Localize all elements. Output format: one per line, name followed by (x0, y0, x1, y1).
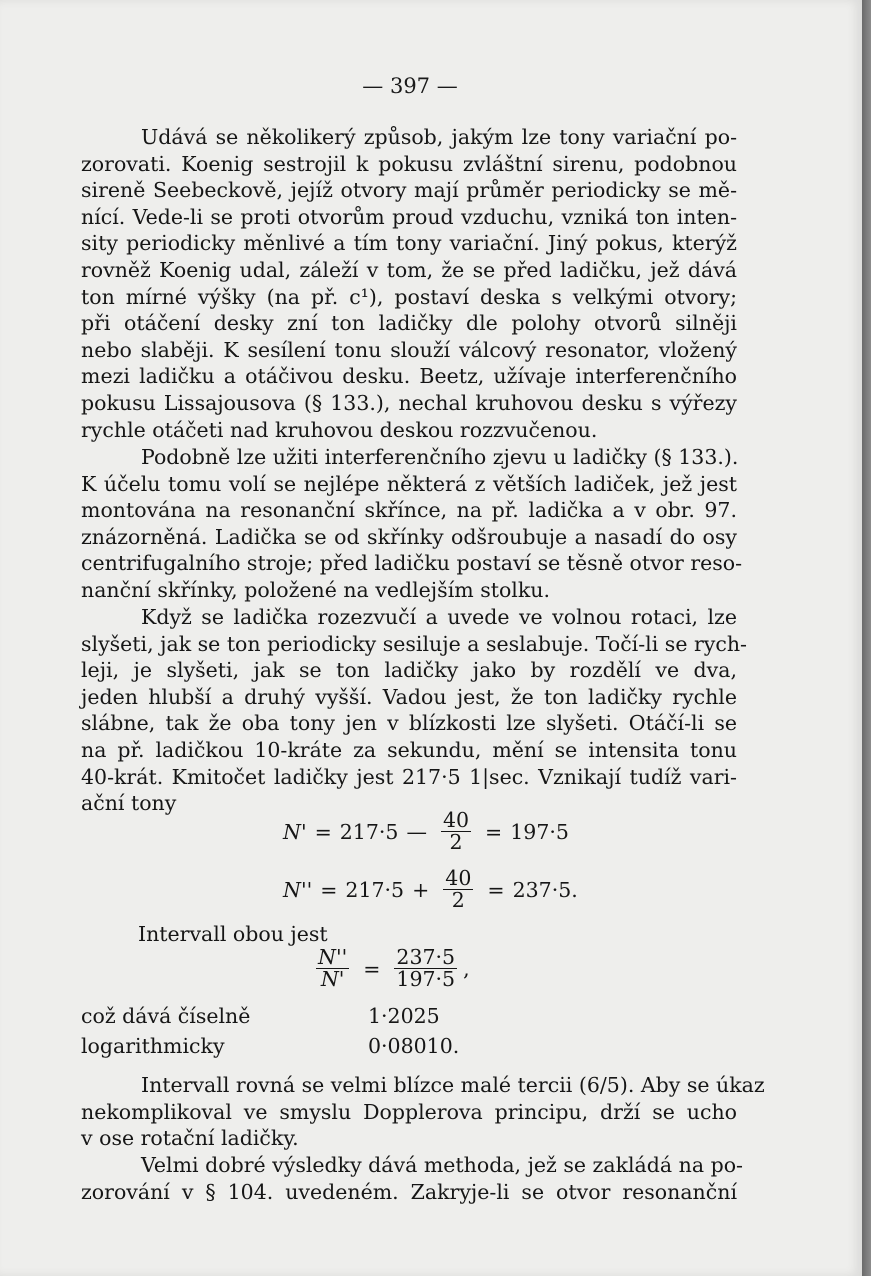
eq-comma: , (463, 956, 470, 981)
fraction-denominator: 2 (451, 888, 465, 912)
paragraph-5 (81, 1152, 743, 1205)
text-line: montována na resonanční skřínce, na př. ladička a v obr. 97. (81, 498, 737, 523)
text-line: Podobně lze užiti interferenčního zjevu u ladičky (§ 133.). (141, 445, 739, 469)
fraction-denominator: N' (320, 967, 345, 991)
text-line: leji, je slyšeti, jak se ton ladičky jako by rozdělí ve dva, (81, 658, 737, 683)
eq-equals: = (320, 877, 338, 902)
fraction-numerator: 40 (442, 808, 470, 832)
text-line: slábne, tak že oba tony jen v blízkosti lze slyšeti. Otáčí-li se (81, 711, 737, 736)
text-line: slyšeti, jak se ton periodicky sesiluje a seslabuje. Točí-li se rych- (81, 631, 747, 656)
text-line: Velmi dobré výsledky dává methoda, jež se zakládá na po- (141, 1153, 743, 1177)
text-line: při otáčení desky zní ton ladičky dle polohy otvorů silněji (81, 311, 737, 336)
text-line: centrifugalního stroje; před ladičku postaví se těsně otvor reso- (81, 551, 743, 576)
text-line: zorovati. Koenig sestrojil k pokusu zvláštní sirenu, podobnou (81, 151, 737, 176)
text-line: nekomplikoval ve smyslu Dopplerova principu, drží se ucho (81, 1099, 737, 1124)
text-line: ační tony (81, 791, 177, 816)
text-line: mezi ladičku a otáčivou desku. Beetz, užívaje interferenčního (81, 364, 737, 389)
eq-fraction (441, 810, 471, 853)
text-line: pokusu Lissajousova (§ 133.), nechal kruhovou desku s výřezy (81, 390, 737, 415)
interval-value-fraction (394, 947, 457, 990)
fraction-numerator: N'' (318, 945, 348, 969)
paragraph-1 (81, 124, 737, 443)
eq-operator: — (406, 819, 427, 844)
eq-result: 197·5 (510, 819, 569, 844)
equation-n-double-prime (283, 868, 578, 911)
fraction-numerator: 40 (445, 866, 472, 890)
text-line: Intervall rovná se velmi blízce malé tercii (6/5). Aby se úkaz (141, 1073, 765, 1097)
page-number: — 397 — (362, 74, 458, 98)
interval-label: Intervall obou jest (138, 922, 328, 946)
text-line: rovněž Koenig udal, záleží v tom, že se před ladičku, jež dává (81, 257, 737, 282)
text-line: K účelu tomu volí se nejlépe některá z větších ladiček, jež jest (81, 471, 737, 496)
log-value: 0·08010. (368, 1034, 460, 1058)
eq-term: 217·5 (345, 877, 405, 902)
text-line: Když se ladička rozezvučí a uvede ve volnou rotaci, lze (141, 605, 737, 629)
text-line: v ose rotační ladičky. (81, 1126, 299, 1151)
text-line: nebo slaběji. K sesílení tonu slouží válcový resonator, vložený (81, 337, 737, 362)
fraction-denominator: 2 (449, 830, 463, 854)
eq-fraction (443, 868, 473, 911)
eq-equals: = (485, 819, 503, 844)
text-line: zorování v § 104. uvedeném. Zakryje-li se otvor resonanční (81, 1179, 737, 1204)
text-line: sireně Seebeckově, jejíž otvory mají průměr periodicky se mě- (81, 178, 737, 203)
text-line: nící. Vede-li se proti otvorům proud vzduchu, vzniká ton inten- (81, 204, 737, 229)
numeric-value: 1·2025 (368, 1004, 440, 1028)
numeric-label: což dává číselně (81, 1004, 251, 1028)
eq-result: 237·5. (512, 877, 578, 902)
equation-n-prime (283, 810, 569, 853)
eq-equals: = (363, 956, 381, 981)
log-label: logarithmicky (81, 1034, 225, 1058)
eq-equals: = (487, 877, 505, 902)
text-line: na př. ladičkou 10-kráte za sekundu, mění se intensita tonu (81, 737, 737, 762)
fraction-denominator: 197·5 (396, 967, 456, 991)
eq-term: 217·5 (339, 819, 399, 844)
eq-operator: + (412, 877, 430, 902)
text-line: Udává se několikerý způsob, jakým lze tony variační po- (141, 125, 737, 149)
paragraph-3 (81, 604, 747, 817)
text-line: 40-krát. Kmitočet ladičky jest 217·5 1|sec. Vznikají tudíž vari- (81, 764, 737, 789)
text-line: ton mírné výšky (na př. c¹), postaví deska s velkými otvory; (81, 284, 737, 309)
eq-equals: = (314, 819, 332, 844)
page-edge-shadow (862, 0, 871, 1276)
paragraph-2 (81, 444, 743, 604)
text-line: jeden hlubší a druhý vyšší. Vadou jest, že ton ladičky rychle (81, 684, 737, 709)
text-line: znázorněná. Ladička se od skřínky odšroubuje a nasadí do osy (81, 524, 737, 549)
text-line: nanční skřínky, položené na vedlejším stolku. (81, 577, 550, 602)
eq-lhs: N'' (283, 877, 313, 902)
paragraph-4 (81, 1072, 765, 1152)
interval-ratio (316, 947, 349, 990)
fraction-numerator: 237·5 (396, 945, 456, 969)
eq-lhs: N' (283, 819, 307, 844)
interval-equation (310, 947, 470, 990)
text-line: sity periodicky měnlivé a tím tony variační. Jiný pokus, kterýž (81, 231, 737, 256)
text-line: rychle otáčeti nad kruhovou deskou rozzvučenou. (81, 417, 598, 442)
